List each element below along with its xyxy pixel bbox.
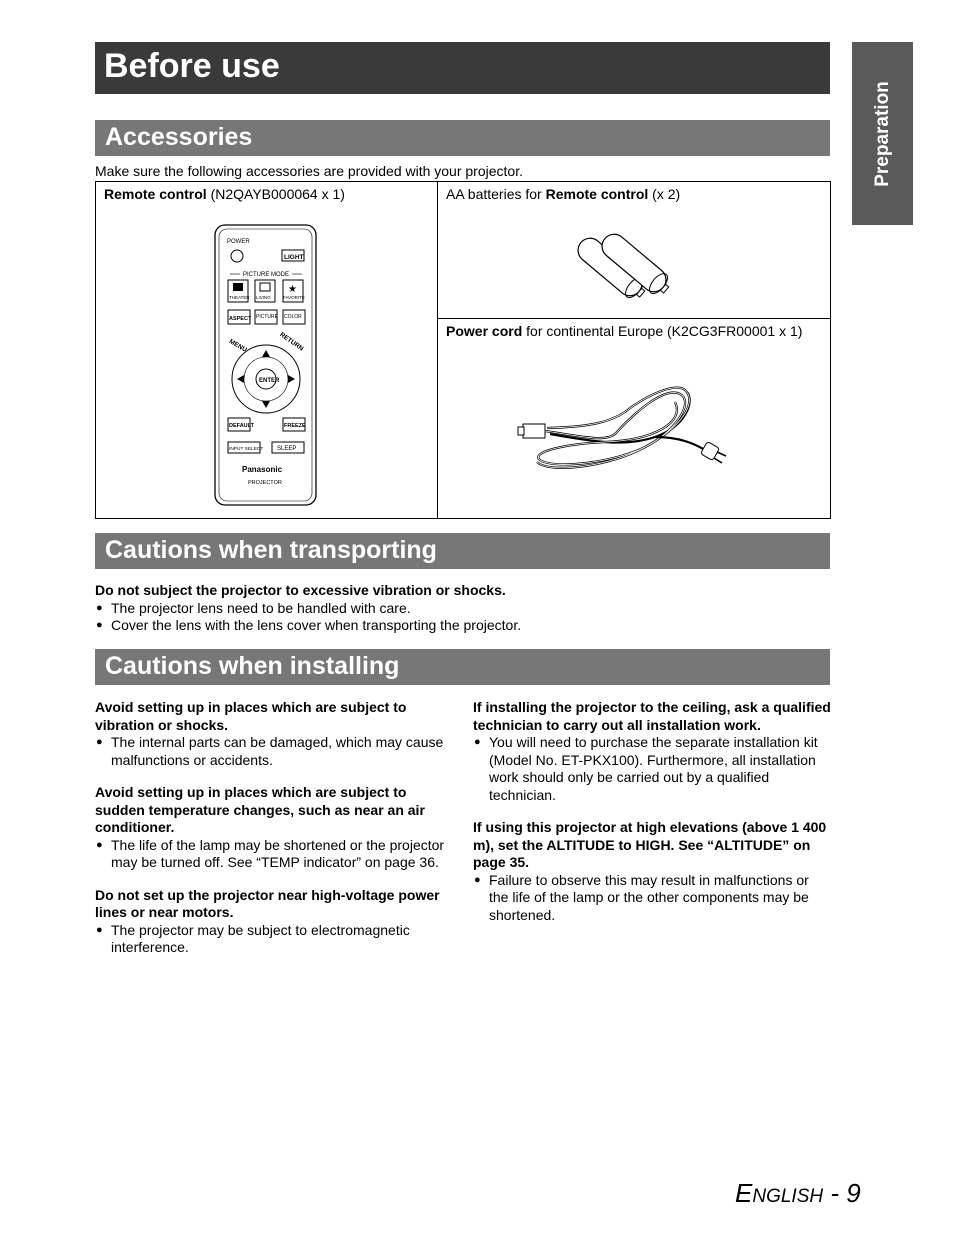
remote-control-illustration	[210, 222, 322, 510]
installing-bullet: ● Failure to observe this may result in malfunctions or the life of the lamp or the other components may be shortened.	[473, 872, 831, 925]
batteries-caption	[446, 186, 680, 204]
batteries-prefix: AA batteries for	[446, 186, 546, 202]
power-cord-name: Power cord	[446, 323, 523, 339]
installing-bullet: ● The internal parts can be damaged, which may cause malfunctions or accidents.	[95, 734, 455, 769]
remote-light-label: LIGHT	[284, 254, 304, 261]
batteries-detail: (x 2)	[648, 186, 681, 202]
installing-bullet: ● The projector may be subject to electromagnetic interference.	[95, 922, 455, 957]
batteries-illustration	[570, 222, 685, 312]
accessories-heading-bar	[95, 120, 830, 156]
remote-color-label: COLOR	[284, 314, 302, 320]
remote-brand-label: Panasonic	[242, 465, 283, 474]
installing-lead: Avoid setting up in places which are subject to vibration or shocks.	[95, 699, 407, 733]
remote-control-detail: (N2QAYB000064 x 1)	[206, 186, 345, 202]
transporting-heading-bar	[95, 533, 830, 569]
remote-input-select-label: INPUT SELECT	[229, 447, 264, 452]
installing-lead: Avoid setting up in places which are subject to sudden temperature changes, such as near an air conditioner.	[95, 784, 425, 835]
batteries-name: Remote control	[545, 186, 649, 202]
installing-heading: Cautions when installing	[105, 652, 400, 680]
remote-control-name: Remote control	[104, 186, 207, 202]
remote-product-label: PROJECTOR	[248, 480, 282, 486]
footer-lang-initial: E	[735, 1178, 753, 1208]
transporting-bullet: ● Cover the lens with the lens cover when transporting the projector.	[95, 617, 830, 635]
installing-lead: Do not set up the projector near high-voltage power lines or near motors.	[95, 886, 440, 920]
section-tab-label: Preparation	[871, 80, 893, 187]
remote-return-label: RETURN	[278, 331, 305, 353]
transporting-lead: Do not subject the projector to excessive vibration or shocks.	[95, 582, 506, 598]
table-divider	[437, 181, 438, 519]
section-tab-preparation	[852, 42, 913, 225]
remote-aspect-label: ASPECT	[229, 316, 252, 322]
installing-left-column	[95, 699, 455, 957]
remote-picture-adjust-label: PICTURE	[256, 314, 278, 320]
power-cord-caption	[446, 323, 802, 341]
page-footer	[735, 1178, 861, 1209]
page-title: Before use	[104, 47, 280, 85]
accessories-intro: Make sure the following accessories are provided with your projector.	[95, 163, 523, 179]
accessories-heading: Accessories	[105, 123, 253, 151]
remote-enter-label: ENTER	[259, 378, 280, 384]
installing-lead: If installing the projector to the ceiling, ask a qualified technician to carry out all installation work.	[473, 699, 831, 733]
installing-bullet: ● You will need to purchase the separate installation kit (Model No. ET-PKX100). Furthermore, all installation work should only be carried out by a qualified technician.	[473, 734, 831, 804]
remote-sleep-label: SLEEP	[277, 446, 297, 452]
footer-lang-rest: NGLISH	[752, 1186, 824, 1207]
favorite-star-icon: ★	[288, 284, 297, 295]
transporting-bullet: ● The projector lens need to be handled with care.	[95, 600, 830, 618]
remote-theater-label: THEATER	[229, 295, 250, 300]
installing-bullet: ● The life of the lamp may be shortened or the projector may be turned off. See “TEMP indicator” on page 36.	[95, 837, 455, 872]
remote-picture-mode-label: PICTURE MODE	[243, 272, 290, 278]
power-cord-illustration	[515, 382, 730, 474]
transporting-heading: Cautions when transporting	[105, 536, 437, 564]
remote-menu-label: MENU	[227, 338, 248, 354]
table-divider	[437, 318, 831, 319]
installing-lead: If using this projector at high elevations (above 1 400 m), set the ALTITUDE to HIGH. See “ALTITUDE” on page 35.	[473, 819, 827, 870]
remote-favorite-label: FAVORITE	[283, 295, 305, 300]
installing-right-column	[473, 699, 831, 924]
power-cord-detail: for continental Europe (K2CG3FR00001 x 1)	[522, 323, 803, 339]
remote-power-label: POWER	[227, 239, 250, 245]
remote-freeze-label: FREEZE	[284, 423, 306, 429]
remote-control-caption	[104, 186, 345, 204]
transporting-section	[95, 582, 830, 635]
remote-default-label: DEFAULT	[229, 423, 254, 429]
installing-heading-bar	[95, 649, 830, 685]
remote-living-label: LIVING	[256, 295, 271, 300]
page-number: - 9	[823, 1178, 861, 1208]
page-title-bar	[95, 42, 830, 94]
